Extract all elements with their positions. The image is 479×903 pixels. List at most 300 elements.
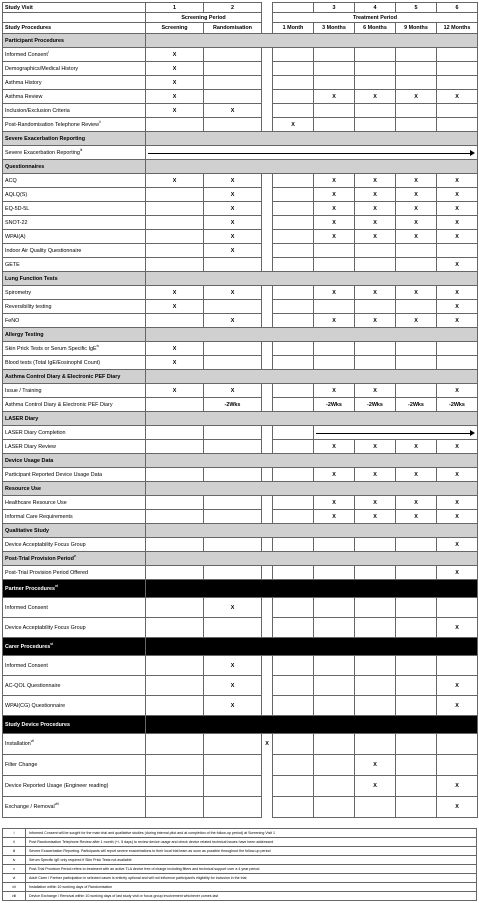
footnote-text: Adult Carer / Partner participation in selected cases is entirely optional and will not influence participant's eligibility for inclusion in the trial <box>26 874 477 883</box>
footnote-marker: ii <box>99 119 101 124</box>
section-header-row <box>3 580 478 598</box>
footnotes-table <box>2 828 477 901</box>
visit-cell <box>273 62 314 76</box>
procedure-label-text: Informed Consent <box>5 662 48 669</box>
procedure-row <box>3 598 478 618</box>
footnote-marker: i <box>47 49 49 54</box>
procedure-label-text: Asthma Review <box>5 93 43 100</box>
visit-cell <box>273 286 314 300</box>
visit-cell: X <box>314 174 355 188</box>
visit-cell <box>355 538 396 552</box>
visit-cell: X <box>437 797 478 818</box>
visit-number <box>273 3 314 13</box>
procedure-label-text: SNOT-22 <box>5 219 28 226</box>
visit-cell: X <box>314 440 355 454</box>
footnote-row <box>3 847 477 856</box>
section-header <box>3 454 146 468</box>
procedure-row <box>3 48 478 62</box>
procedure-label <box>3 188 146 202</box>
visit-cell <box>396 342 437 356</box>
procedure-label <box>3 734 146 755</box>
visit-cell <box>146 510 204 524</box>
procedure-label-text: Spirometry <box>5 289 32 296</box>
visit-cell: X <box>204 188 262 202</box>
section-header <box>3 482 146 496</box>
visit-cell: X <box>204 384 262 398</box>
visit-cell <box>146 538 204 552</box>
visit-cell: X <box>396 286 437 300</box>
visit-cell <box>204 300 262 314</box>
procedure-label <box>3 598 146 618</box>
procedure-label <box>3 174 146 188</box>
visit-cell <box>396 384 437 398</box>
procedure-label <box>3 510 146 524</box>
visit-cell <box>437 342 478 356</box>
visit-cell <box>396 244 437 258</box>
visit-cell <box>204 90 262 104</box>
visit-cell <box>355 618 396 638</box>
visit-cell: X <box>437 286 478 300</box>
procedure-label <box>3 440 146 454</box>
visit-cell: X <box>437 188 478 202</box>
visit-cell <box>204 48 262 62</box>
procedure-row <box>3 384 478 398</box>
visit-cell <box>204 342 262 356</box>
section-header-row <box>3 716 478 734</box>
visit-cell <box>355 734 396 755</box>
procedure-label-text: Post-Trial Provision Period Offered <box>5 569 88 576</box>
visit-cell: -2Wks <box>396 398 437 412</box>
visit-cell: X <box>204 202 262 216</box>
procedure-row <box>3 440 478 454</box>
visit-cell <box>355 676 396 696</box>
section-header <box>3 716 146 734</box>
procedure-label-text: Asthma Control Diary & Electronic PEF Diary <box>5 401 113 408</box>
visit-cell: X <box>355 202 396 216</box>
procedure-label <box>3 342 146 356</box>
procedure-label-text: ACQ <box>5 177 17 184</box>
visit-cell <box>355 118 396 132</box>
visit-cell <box>146 398 204 412</box>
visit-cell: X <box>437 258 478 272</box>
visit-cell <box>204 356 262 370</box>
procedure-label-text: Carer Procedures <box>5 643 51 650</box>
visit-cell <box>355 104 396 118</box>
visit-cell <box>146 566 204 580</box>
visit-cell: X <box>396 216 437 230</box>
procedure-label-text: Post-Trial Provision Period <box>5 555 74 562</box>
visit-number: 3 <box>314 3 355 13</box>
visit-cell <box>314 356 355 370</box>
visit-cell <box>204 510 262 524</box>
visit-cell <box>204 618 262 638</box>
visit-cell: X <box>437 440 478 454</box>
footnote-text: Post-Trial Provision Period refers to treatment with an active TLA device free of charge including filters and technical support over a 4 year period <box>26 865 477 874</box>
section-header-row <box>3 412 478 426</box>
procedure-label <box>3 538 146 552</box>
visit-cell: X <box>355 384 396 398</box>
visit-cell: X <box>396 230 437 244</box>
procedure-label <box>3 566 146 580</box>
visit-cell <box>273 538 314 552</box>
procedure-label <box>3 76 146 90</box>
visit-cell: X <box>314 286 355 300</box>
procedure-row <box>3 398 478 412</box>
visit-cell: X <box>437 216 478 230</box>
visit-cell <box>396 258 437 272</box>
visit-cell <box>146 216 204 230</box>
section-header-row <box>3 34 478 48</box>
column-header: Randomisation <box>204 23 262 34</box>
procedure-label <box>3 90 146 104</box>
procedure-label-text: Asthma Control Diary & Electronic PEF Diary <box>5 373 121 380</box>
visit-cell <box>396 656 437 676</box>
visit-cell: X <box>146 90 204 104</box>
visit-cell: X <box>314 202 355 216</box>
visit-cell: X <box>437 696 478 716</box>
visit-cell <box>437 118 478 132</box>
footnote-text: Severe Exacerbation Reporting. Participants will report severe exacerbations to their local trial team as soon as possible throughout the follow-up period <box>26 847 477 856</box>
visit-cell: X <box>204 230 262 244</box>
procedure-label <box>3 496 146 510</box>
visit-cell <box>146 656 204 676</box>
visit-cell <box>204 76 262 90</box>
procedure-label <box>3 62 146 76</box>
visit-cell <box>273 440 314 454</box>
visit-cell <box>273 188 314 202</box>
procedure-label <box>3 797 146 818</box>
procedure-label-text: Severe Exacerbation Reporting <box>5 149 80 156</box>
footnote-number: iv <box>3 856 26 865</box>
section-header <box>3 412 146 426</box>
visit-cell <box>204 440 262 454</box>
procedure-label-text: FeNO <box>5 317 20 324</box>
continuous-arrow <box>146 146 478 160</box>
procedure-label-text: AC-QOL Questionnaire <box>5 682 61 689</box>
visit-cell: X <box>204 216 262 230</box>
procedure-label <box>3 104 146 118</box>
visit-cell <box>437 755 478 776</box>
procedure-row <box>3 146 478 160</box>
procedure-row <box>3 62 478 76</box>
visit-cell: X <box>146 342 204 356</box>
visit-cell: X <box>437 300 478 314</box>
footnote-marker: v <box>73 553 76 558</box>
procedure-label <box>3 300 146 314</box>
footnote-row <box>3 883 477 892</box>
visit-cell: X <box>355 174 396 188</box>
column-header: 3 Months <box>314 23 355 34</box>
procedure-label-text: Device Usage Data <box>5 457 54 464</box>
visit-cell <box>314 676 355 696</box>
visit-cell <box>396 598 437 618</box>
visit-cell: X <box>146 286 204 300</box>
footnote-marker: viii <box>54 802 59 807</box>
procedure-row <box>3 755 478 776</box>
visit-cell: X <box>437 496 478 510</box>
visit-cell <box>146 696 204 716</box>
study-procedures-label: Study Procedures <box>3 23 146 34</box>
visit-cell <box>314 48 355 62</box>
visit-cell <box>437 104 478 118</box>
footnote-number: vii <box>3 883 26 892</box>
visit-cell <box>204 258 262 272</box>
procedure-label-text: Study Device Procedures <box>5 721 71 728</box>
visit-cell: X <box>314 314 355 328</box>
visit-cell: X <box>204 244 262 258</box>
schedule-of-assessments <box>2 2 477 901</box>
visit-cell <box>396 776 437 797</box>
procedure-label <box>3 696 146 716</box>
section-header <box>3 272 146 286</box>
section-header <box>3 160 146 174</box>
visit-cell <box>273 755 314 776</box>
visit-cell <box>273 174 314 188</box>
visit-cell <box>273 314 314 328</box>
procedure-row <box>3 696 478 716</box>
column-header: 6 Months <box>355 23 396 34</box>
procedure-row <box>3 314 478 328</box>
procedure-row <box>3 230 478 244</box>
visit-cell <box>396 734 437 755</box>
section-header <box>3 328 146 342</box>
visit-cell <box>314 598 355 618</box>
procedure-label-text: Post-Randomisation Telephone Review <box>5 121 99 128</box>
procedure-label <box>3 468 146 482</box>
visit-cell: X <box>396 188 437 202</box>
visit-cell <box>355 62 396 76</box>
procedure-label-text: Informed Consent <box>5 51 48 58</box>
footnote-number: v <box>3 865 26 874</box>
visit-cell <box>314 734 355 755</box>
procedure-label-text: Lung Function Tests <box>5 275 58 282</box>
visit-cell <box>273 496 314 510</box>
procedure-label <box>3 244 146 258</box>
visit-cell <box>437 76 478 90</box>
procedure-label-text: Installation <box>5 741 31 747</box>
procedure-label <box>3 286 146 300</box>
section-header <box>3 370 146 384</box>
visit-cell <box>314 244 355 258</box>
procedure-label <box>3 755 146 776</box>
procedure-label-text: LASER Diary Review <box>5 443 56 450</box>
column-header: 12 Months <box>437 23 478 34</box>
visit-cell <box>396 48 437 62</box>
section-header <box>3 552 146 566</box>
footnote-row <box>3 874 477 883</box>
column-header-row <box>3 23 478 34</box>
visit-cell <box>437 356 478 370</box>
procedure-label <box>3 314 146 328</box>
visit-cell: X <box>355 314 396 328</box>
procedure-row <box>3 676 478 696</box>
visit-cell <box>355 797 396 818</box>
visit-cell <box>204 755 262 776</box>
footnote-row <box>3 865 477 874</box>
procedure-row <box>3 90 478 104</box>
visit-cell: X <box>437 538 478 552</box>
procedure-label <box>3 776 146 797</box>
visit-cell <box>146 314 204 328</box>
visit-cell <box>273 566 314 580</box>
footnote-marker: vii <box>30 739 35 744</box>
footnote-number: vi <box>3 874 26 883</box>
footnote-text: Installation within 10 working days of Randomisation <box>26 883 477 892</box>
visit-cell <box>273 230 314 244</box>
procedure-label-text: Reversibility testing <box>5 303 52 310</box>
visit-cell: X <box>355 216 396 230</box>
visit-cell <box>204 538 262 552</box>
procedure-row <box>3 258 478 272</box>
visit-cell: X <box>204 696 262 716</box>
procedure-label <box>3 384 146 398</box>
visit-cell <box>146 244 204 258</box>
visit-cell <box>396 538 437 552</box>
visit-cell: X <box>355 188 396 202</box>
procedure-row <box>3 776 478 797</box>
visit-cell <box>355 244 396 258</box>
visit-cell <box>355 48 396 62</box>
visit-number: 2 <box>204 3 262 13</box>
footnote-text: Informed Consent will be sought for the main trial and qualitative studies (during internal pilot and at completion of the follow-up period) at Screening Visit 1 <box>26 829 477 838</box>
footnote-row <box>3 829 477 838</box>
section-header-row <box>3 524 478 538</box>
visit-number-row <box>3 3 478 13</box>
visit-cell <box>396 755 437 776</box>
visit-cell: X <box>204 174 262 188</box>
procedure-row <box>3 244 478 258</box>
visit-cell: X <box>204 314 262 328</box>
visit-cell: -2Wks <box>437 398 478 412</box>
section-header <box>3 524 146 538</box>
visit-cell <box>273 300 314 314</box>
visit-cell <box>396 797 437 818</box>
visit-cell <box>273 244 314 258</box>
visit-cell: X <box>437 618 478 638</box>
procedure-label-text: LASER Diary Completion <box>5 429 66 436</box>
visit-cell: X <box>146 356 204 370</box>
visit-cell <box>314 538 355 552</box>
procedure-label-text: Participant Procedures <box>5 37 65 44</box>
procedure-label <box>3 656 146 676</box>
visit-cell <box>273 258 314 272</box>
procedure-row <box>3 734 478 755</box>
visit-cell <box>204 734 262 755</box>
visit-cell: X <box>437 776 478 797</box>
screening-period-label: Screening Period <box>146 13 262 23</box>
visit-cell: X <box>146 174 204 188</box>
visit-cell: -2Wks <box>355 398 396 412</box>
visit-cell <box>314 118 355 132</box>
visit-cell <box>273 618 314 638</box>
visit-cell <box>273 202 314 216</box>
visit-cell: X <box>396 510 437 524</box>
procedure-row <box>3 104 478 118</box>
visit-cell <box>437 244 478 258</box>
visit-cell <box>396 62 437 76</box>
section-header-row <box>3 454 478 468</box>
visit-cell: X <box>396 314 437 328</box>
procedure-label-text: Exchange / Removal <box>5 804 55 810</box>
visit-cell <box>204 468 262 482</box>
visit-marker: X <box>262 734 273 755</box>
procedure-label-text: WPAI(CG) Questionnaire <box>5 702 66 709</box>
visit-cell: X <box>314 510 355 524</box>
visit-cell <box>273 510 314 524</box>
visit-cell: X <box>314 216 355 230</box>
procedure-label-text: Device Reported Usage (Engineer reading) <box>5 783 109 789</box>
visit-cell: X <box>396 90 437 104</box>
visit-cell <box>396 618 437 638</box>
visit-cell <box>355 696 396 716</box>
procedure-label-text: Blood tests (Total IgE/Eosinophil Count) <box>5 359 100 366</box>
visit-cell <box>314 342 355 356</box>
visit-cell: X <box>314 188 355 202</box>
section-header <box>3 638 146 656</box>
visit-cell: X <box>396 174 437 188</box>
procedure-row <box>3 76 478 90</box>
visit-cell: X <box>204 598 262 618</box>
procedure-row <box>3 618 478 638</box>
visit-cell: X <box>396 202 437 216</box>
procedure-label-text: Informed Consent <box>5 604 48 611</box>
procedure-row <box>3 188 478 202</box>
visit-cell: X <box>396 468 437 482</box>
visit-cell <box>273 398 314 412</box>
procedure-row <box>3 426 478 440</box>
visit-cell <box>396 676 437 696</box>
visit-cell <box>273 342 314 356</box>
visit-cell <box>396 300 437 314</box>
visit-cell <box>273 656 314 676</box>
visit-cell: X <box>437 230 478 244</box>
footnote-row <box>3 856 477 865</box>
visit-cell: X <box>314 90 355 104</box>
visit-cell <box>355 598 396 618</box>
procedure-label-text: Filter Change <box>5 762 38 768</box>
visit-cell <box>146 776 204 797</box>
visit-cell <box>396 566 437 580</box>
procedure-label <box>3 48 146 62</box>
visit-cell: X <box>437 90 478 104</box>
period-row <box>3 13 478 23</box>
visit-cell: X <box>355 440 396 454</box>
visit-cell: X <box>146 300 204 314</box>
visit-cell: X <box>355 230 396 244</box>
visit-cell <box>273 356 314 370</box>
procedure-label-text: Participant Reported Device Usage Data <box>5 471 103 478</box>
visit-cell: X <box>146 76 204 90</box>
visit-cell: X <box>355 286 396 300</box>
procedure-row <box>3 538 478 552</box>
section-header-row <box>3 272 478 286</box>
procedure-label-text: Device Acceptability Focus Group <box>5 624 86 631</box>
visit-cell <box>314 776 355 797</box>
visit-cell <box>314 300 355 314</box>
procedure-label-text: WPAI(A) <box>5 233 26 240</box>
section-header <box>3 132 146 146</box>
footnote-number: iii <box>3 847 26 856</box>
procedure-label-text: Inclusion/Exclusion Criteria <box>5 107 70 114</box>
visit-cell: X <box>437 566 478 580</box>
section-header-row <box>3 132 478 146</box>
procedure-row <box>3 356 478 370</box>
visit-cell: X <box>437 510 478 524</box>
visit-cell <box>437 48 478 62</box>
procedure-label <box>3 146 146 160</box>
visit-cell <box>314 104 355 118</box>
visit-cell <box>314 797 355 818</box>
